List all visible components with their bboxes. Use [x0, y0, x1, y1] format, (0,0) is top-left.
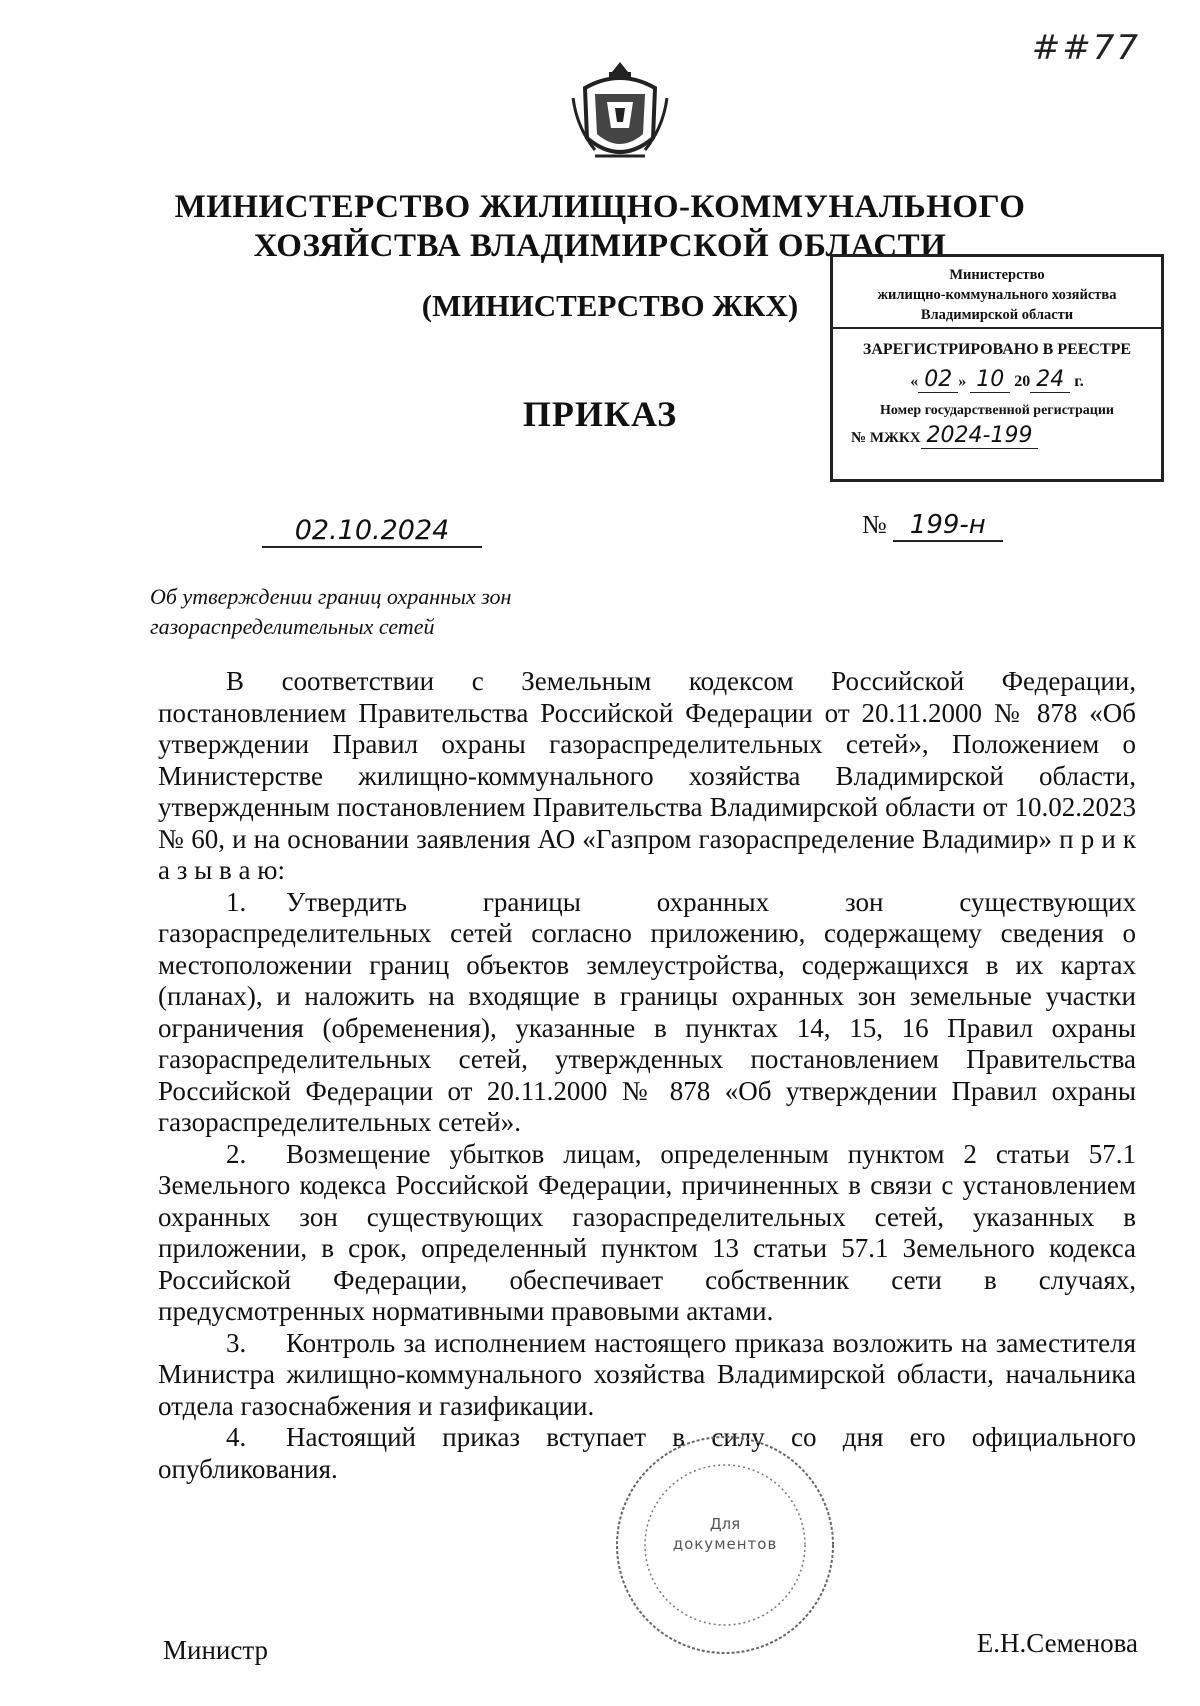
- stamp-number-value: 2024-199: [921, 423, 1039, 449]
- coat-of-arms-icon: [565, 58, 675, 168]
- order-item-3: [158, 1328, 1136, 1423]
- stamp-org-line-2: жилищно-коммунального хозяйства: [877, 287, 1117, 303]
- order-date: 02.10.2024: [262, 515, 482, 548]
- ministry-short-name: (МИНИСТЕРСТВО ЖКХ): [421, 288, 799, 323]
- stamp-registered-label: ЗАРЕГИСТРИРОВАНО В РЕЕСТРЕ: [862, 341, 1132, 358]
- stamp-month: 10: [970, 367, 1010, 393]
- order-subject: [150, 582, 570, 642]
- order-number-value: 199-н: [893, 510, 1003, 542]
- stamp-number-label: Номер государственной регистрации: [880, 403, 1114, 418]
- order-body: [158, 666, 1136, 1485]
- subject-line-2: газораспределительных сетей: [150, 614, 435, 639]
- item-number: 1.: [226, 886, 247, 917]
- stamp-date: « 02 » 10 20 24 г.: [910, 367, 1084, 392]
- stamp-org-line-1: Министерство: [949, 267, 1045, 283]
- registration-stamp: [830, 254, 1164, 482]
- ministry-title-line-1: МИНИСТЕРСТВО ЖИЛИЩНО-КОММУНАЛЬНОГО: [174, 189, 1026, 225]
- stamp-organization: [833, 257, 1161, 329]
- preamble-paragraph: В соответствии с Земельным кодексом Российской Федерации, постановлением Правительства Российской Федерации от 20.11.2000 № 878 «Об утверждении Правил охраны газораспределительных сетей», Положением о Министерстве жилищно-коммунального хозяйства Владимирской области, утвержденным постановлением Правительства Владимирской области от 10.02.2023 № 60, и на основании заявления АО «Газпром газораспределение Владимир» п р и к а з ы в а ю:: [158, 666, 1136, 885]
- order-number: [862, 510, 1003, 542]
- order-number-label: №: [862, 510, 887, 539]
- item-text: Настоящий приказ вступает в силу со дня его официального опубликования.: [158, 1422, 1136, 1484]
- item-number: 2.: [226, 1138, 247, 1169]
- item-number: 3.: [226, 1327, 247, 1358]
- stamp-year-suffix: 24: [1030, 367, 1070, 393]
- stamp-day: 02: [918, 367, 958, 393]
- seal-label-line-1: Для: [709, 1515, 741, 1533]
- ministry-title-line-2: ХОЗЯЙСТВА ВЛАДИМИРСКОЙ ОБЛАСТИ: [253, 228, 947, 264]
- document-type: ПРИКАЗ: [522, 394, 678, 434]
- stamp-year-prefix: 20: [1014, 373, 1031, 390]
- order-item-2: [158, 1139, 1136, 1328]
- item-text: Контроль за исполнением настоящего приказа возложить на заместителя Министра жилищно-коммунального хозяйства Владимирской области, начальника отдела газоснабжения и газификации.: [158, 1327, 1136, 1421]
- item-number: 4.: [226, 1422, 247, 1452]
- order-item-1: [158, 887, 1136, 1139]
- item-text: Возмещение убытков лицам, определенным пунктом 2 статьи 57.1 Земельного кодекса Российской Федерации, причиненных в связи с установлением охранных зон существующих газораспределительных сетей, указанных в приложении, в срок, определенный пунктом 13 статьи 57.1 Земельного кодекса Российской Федерации, обеспечивает собственник сети в случаях, предусмотренных нормативными правовыми актами.: [158, 1138, 1136, 1326]
- item-text: Утвердить границы охранных зон существующих газораспределительных сетей согласно приложению, содержащему сведения о местоположении границ объектов землеустройства, содержащихся в их картах (планах), и наложить на входящие в границы охранных зон земельные участки ограничения (обременения), указанные в пунктах 14, 15, 16 Правил охраны газораспределительных сетей, утвержденных постановлением Правительства Российской Федерации от 20.11.2000 № 878 «Об утверждении Правил охраны газораспределительных сетей».: [158, 886, 1136, 1137]
- subject-line-1: Об утверждении границ охранных зон: [150, 584, 512, 609]
- stamp-year-end: г.: [1074, 373, 1084, 390]
- signature-role: Министр: [163, 1635, 268, 1665]
- stamp-number-prefix: № МЖКХ: [851, 430, 921, 446]
- stamp-number: [833, 423, 1161, 449]
- stamp-org-line-3: Владимирской области: [920, 307, 1074, 323]
- signature-name: Е.Н.Семенова: [976, 1628, 1138, 1658]
- seal-label-line-2: документов: [672, 1535, 778, 1553]
- handwritten-number: ##77: [1031, 28, 1140, 68]
